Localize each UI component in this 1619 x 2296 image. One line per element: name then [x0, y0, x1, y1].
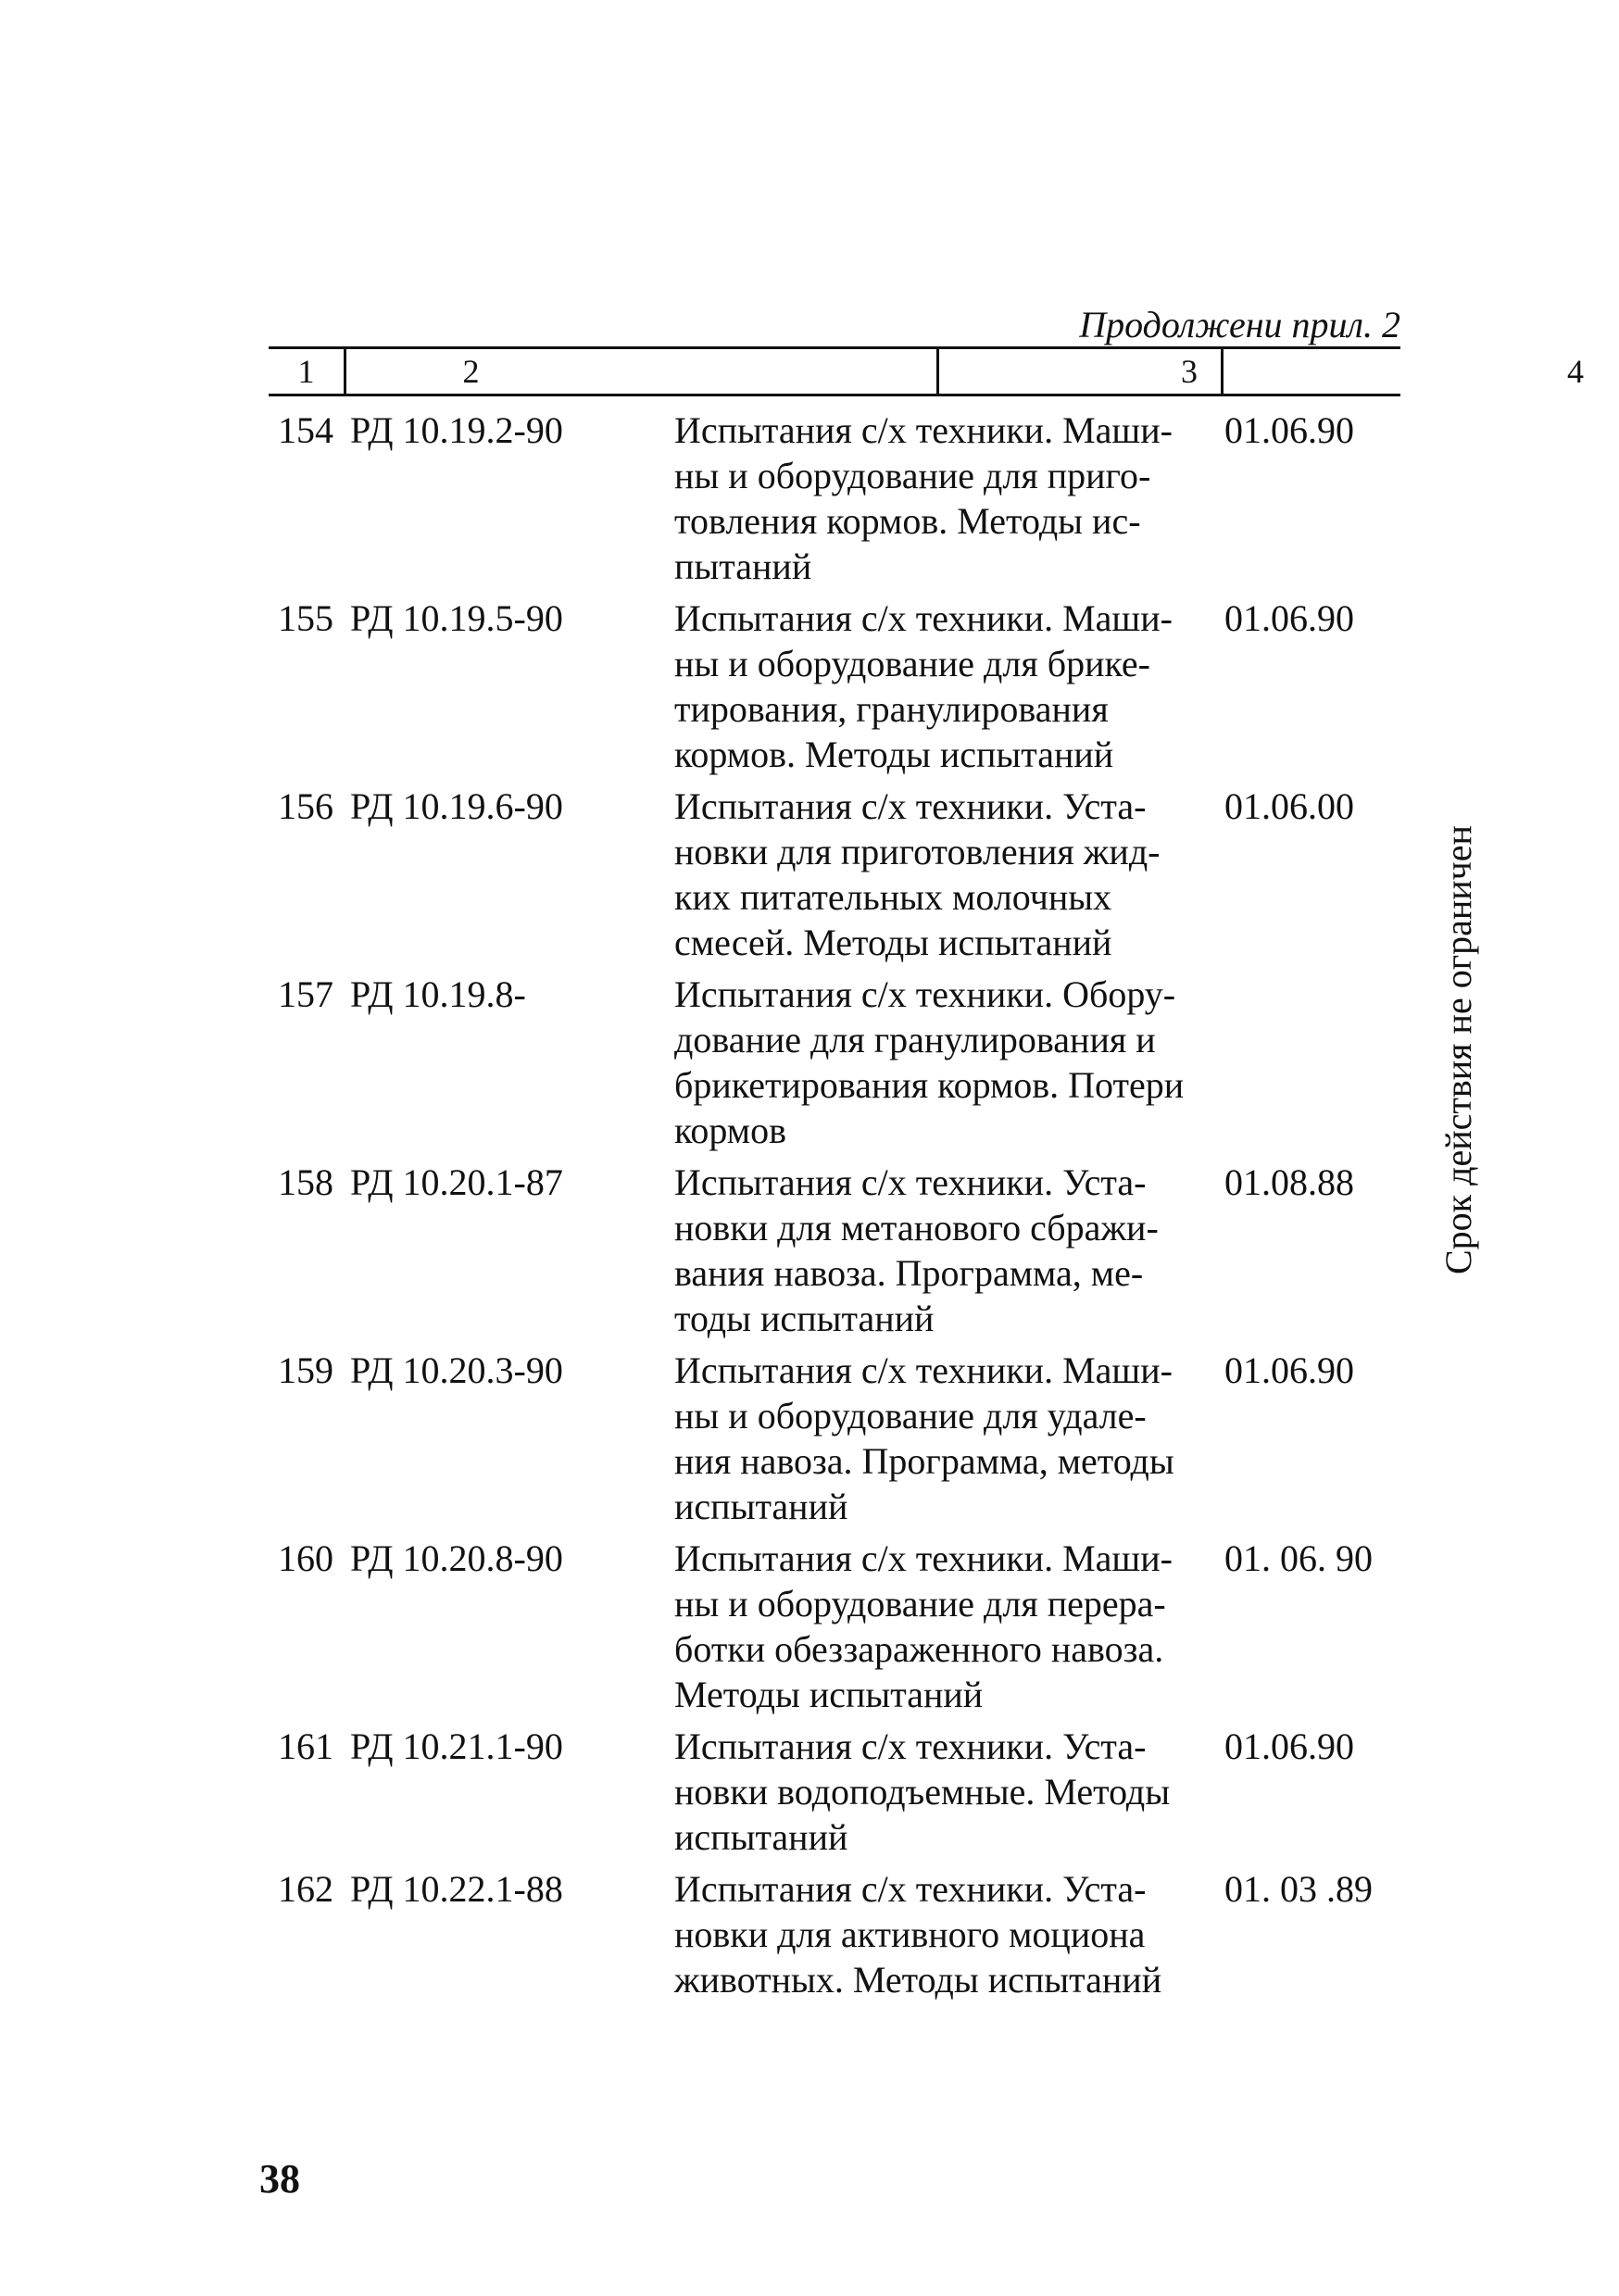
row-number: 155 — [278, 597, 333, 639]
effective-date: 01.06.90 — [1224, 1349, 1354, 1391]
effective-date: 01.06.90 — [1224, 1725, 1354, 1767]
document-title — [674, 1348, 1202, 1529]
title-line: Методы испытаний — [674, 1674, 984, 1715]
document-code: РД 10.19.8- — [350, 973, 526, 1015]
document-code: РД 10.19.6-90 — [350, 785, 563, 827]
document-code: РД 10.19.2-90 — [350, 409, 563, 451]
side-note-text: Срок действия не ограничен — [1437, 825, 1479, 1274]
title-line: новки водоподъемные. Методы — [674, 1771, 1171, 1813]
row-number: 157 — [278, 973, 333, 1015]
title-line: пытаний — [674, 546, 812, 587]
title-line: ких питательных молочных — [674, 876, 1112, 918]
document-title — [674, 596, 1202, 777]
title-line: кормов — [674, 1110, 786, 1151]
effective-date: 01. 03 .89 — [1224, 1868, 1373, 1910]
title-line: Испытания с/х техники. Маши- — [674, 409, 1173, 451]
document-title — [674, 972, 1202, 1153]
title-line: новки для приготовления жид- — [674, 831, 1161, 872]
document-code: РД 10.21.1-90 — [350, 1725, 563, 1767]
effective-date: 01.06.90 — [1224, 409, 1354, 451]
title-line: ны и оборудование для удале- — [674, 1395, 1147, 1437]
row-number: 162 — [278, 1868, 333, 1910]
title-line: Испытания с/х техники. Маши- — [674, 597, 1173, 639]
row-number: 161 — [278, 1725, 333, 1767]
title-line: ны и оборудование для перера- — [674, 1583, 1166, 1625]
row-number: 156 — [278, 785, 333, 827]
title-line: испытаний — [674, 1486, 848, 1527]
title-line: кормов. Методы испытаний — [674, 734, 1114, 775]
document-code: РД 10.20.8-90 — [350, 1537, 563, 1579]
row-number: 159 — [278, 1349, 333, 1391]
page-number: 38 — [259, 2156, 300, 2202]
column-header-2: 2 — [346, 349, 939, 394]
title-line: дование для гранулирования и — [674, 1019, 1156, 1060]
title-line: Испытания с/х техники. Маши- — [674, 1537, 1173, 1579]
document-code: РД 10.20.3-90 — [350, 1349, 563, 1391]
column-header-4: 4 — [1567, 353, 1584, 390]
title-line: тоды испытаний — [674, 1298, 935, 1339]
document-code: РД 10.19.5-90 — [350, 597, 563, 639]
document-code: РД 10.22.1-88 — [350, 1868, 563, 1910]
effective-date: 01.08.88 — [1224, 1161, 1354, 1203]
title-line: вания навоза. Программа, ме- — [674, 1252, 1144, 1294]
title-line: Испытания с/х техники. Маши- — [674, 1349, 1173, 1391]
effective-date: 01.06.90 — [1224, 597, 1354, 639]
continuation-label: Продолжени прил. 2 — [1079, 304, 1400, 345]
table-column-header — [269, 346, 1584, 396]
document-title — [674, 1866, 1202, 2002]
document-code: РД 10.20.1-87 — [350, 1161, 563, 1203]
title-line: Испытания с/х техники. Уста- — [674, 1161, 1147, 1203]
column-header-1: 1 — [269, 349, 346, 394]
title-line: Испытания с/х техники. Обору- — [674, 973, 1176, 1015]
title-line: животных. Методы испытаний — [674, 1959, 1162, 2001]
title-line: новки для активного моциона — [674, 1913, 1146, 1955]
document-title — [674, 784, 1202, 965]
title-line: ботки обеззараженного навоза. — [674, 1628, 1164, 1670]
title-line: тирования, гранулирования — [674, 688, 1109, 730]
effective-date: 01. 06. 90 — [1224, 1537, 1373, 1579]
title-line: ны и оборудование для приго- — [674, 455, 1151, 496]
title-line: ния навоза. Программа, методы — [674, 1440, 1174, 1482]
document-title — [674, 408, 1202, 589]
title-line: испытаний — [674, 1816, 848, 1858]
title-line: Испытания с/х техники. Уста- — [674, 785, 1147, 827]
effective-date: 01.06.00 — [1224, 785, 1354, 827]
title-line: смесей. Методы испытаний — [674, 922, 1112, 963]
document-title — [674, 1160, 1202, 1341]
column-header-3: 3 — [1181, 353, 1198, 390]
row-number: 154 — [278, 409, 333, 451]
row-number: 158 — [278, 1161, 333, 1203]
title-line: новки для метанового сбражи- — [674, 1207, 1159, 1248]
document-title — [674, 1536, 1202, 1717]
title-line: брикетирования кормов. Потери — [674, 1064, 1185, 1106]
title-line: Испытания с/х техники. Уста- — [674, 1868, 1147, 1910]
row-number: 160 — [278, 1537, 333, 1579]
column-divider — [1221, 346, 1224, 396]
title-line: Испытания с/х техники. Уста- — [674, 1725, 1147, 1767]
document-title — [674, 1724, 1202, 1860]
title-line: ны и оборудование для брике- — [674, 643, 1151, 684]
title-line: товления кормов. Методы ис- — [674, 500, 1141, 542]
